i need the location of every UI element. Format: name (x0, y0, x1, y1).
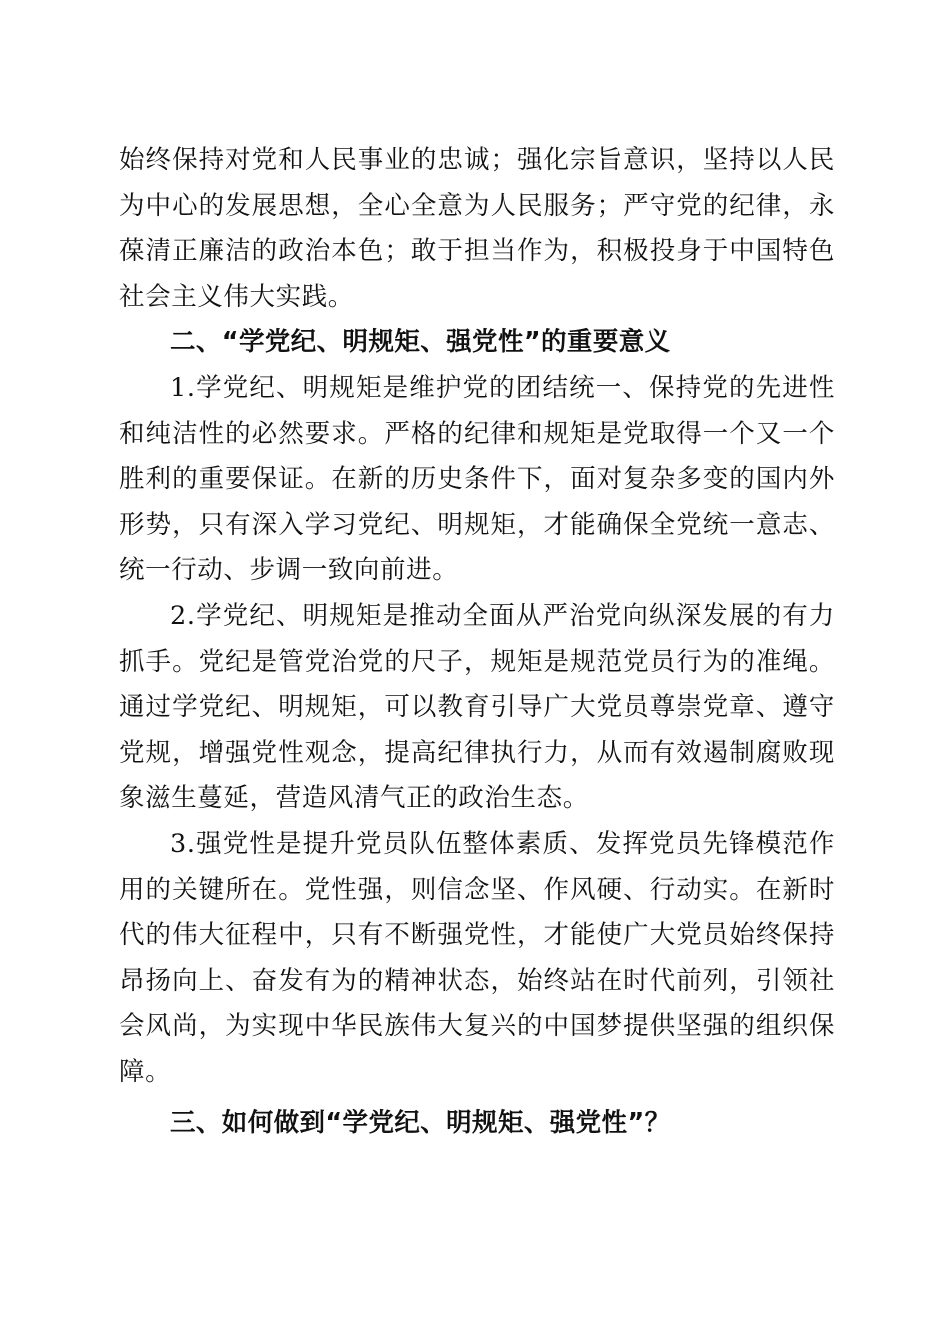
section-heading-significance: 二、“学党纪、明规矩、强党性”的重要意义 (170, 327, 671, 358)
significance-item-3: 3.强党性是提升党员队伍整体素质、发挥党员先锋模范作用的关键所在。党性强，则信念坚、作风硬、行动实。在新时代的伟大征程中，只有不断强党性，才能使广大党员始终保持昂扬向上、奋发有为的精神状态，始终站在时代前列，引领社会风尚，为实现中华民族伟大复兴的中国梦提供坚强的组织保障。 (119, 828, 835, 1087)
significance-item-2: 2.学党纪、明规矩是推动全面从严治党向纵深发展的有力抓手。党纪是管党治党的尺子，规矩是规范党员行为的准绳。通过学党纪、明规矩，可以教育引导广大党员尊崇党章、遵守党规，增强党性观念，提高纪律执行力，从而有效遏制腐败现象滋生蔓延，营造风清气正的政治生态。 (119, 600, 835, 814)
significance-item-1: 1.学党纪、明规矩是维护党的团结统一、保持党的先进性和纯洁性的必然要求。严格的纪律和规矩是党取得一个又一个胜利的重要保证。在新的历史条件下，面对复杂多变的国内外形势，只有深入学习党纪、明规矩，才能确保全党统一意志、统一行动、步调一致向前进。 (119, 372, 835, 586)
section-heading-how-to: 三、如何做到“学党纪、明规矩、强党性”？ (170, 1108, 671, 1139)
document-body (119, 138, 835, 1147)
continuation-paragraph: 始终保持对党和人民事业的忠诚；强化宗旨意识，坚持以人民为中心的发展思想，全心全意为人民服务；严守党的纪律，永葆清正廉洁的政治本色；敢于担当作为，积极投身于中国特色社会主义伟大实践。 (119, 145, 835, 312)
